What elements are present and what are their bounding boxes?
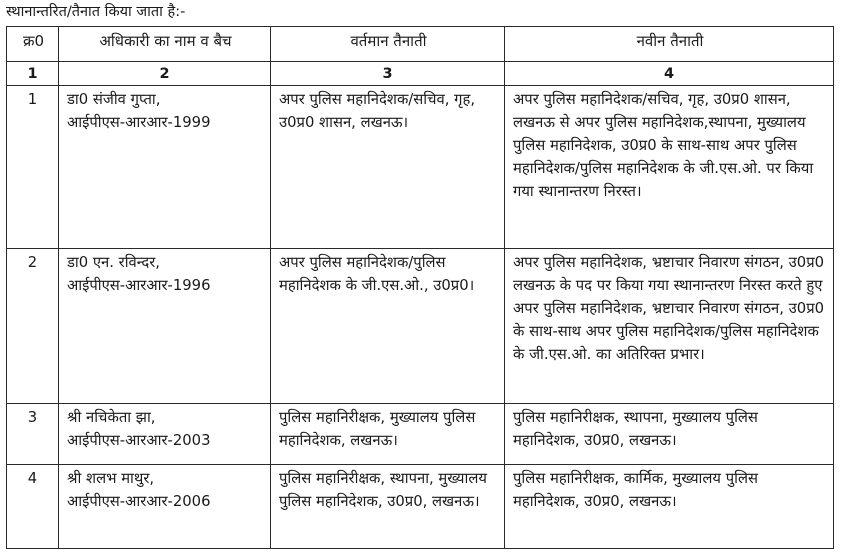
header-new-posting: नवीन तैनाती: [505, 27, 834, 62]
table-row: [7, 249, 834, 404]
document-heading: स्थानान्तरित/तैनात किया जाता है:-: [6, 4, 186, 20]
current-posting: पुलिस महानिरीक्षक, मुख्यालय पुलिस महानिदेशक, लखनऊ।: [271, 404, 505, 465]
table-header-row: [7, 27, 834, 62]
column-number: 2: [59, 62, 271, 86]
table-row: [7, 404, 834, 465]
column-number: 1: [7, 62, 59, 86]
officer-name: श्री नचिकेता झा,: [67, 409, 156, 426]
new-posting: अपर पुलिस महानिदेशक/सचिव, गृह, उ0प्र0 शासन, लखनऊ से अपर पुलिस महानिदेशक,स्थापना, मुख्यालय पुलिस महानिदेशक, उ0प्र0 के साथ-साथ अपर पुलिस महानिदेशक/पुलिस महानिदेशक के जी.एस.ओ. पर किया गया स्थानान्तरण निरस्त।: [505, 86, 834, 249]
column-number: 4: [505, 62, 834, 86]
serial-number: 4: [7, 465, 59, 549]
current-posting: अपर पुलिस महानिदेशक/पुलिस महानिदेशक के जी.एस.ओ., उ0प्र0।: [271, 249, 505, 404]
officer-name: डा0 संजीव गुप्ता,: [67, 91, 161, 108]
officer-batch: आईपीएस-आरआर-1996: [67, 277, 211, 294]
officer-cell: [59, 465, 271, 549]
new-posting: अपर पुलिस महानिदेशक, भ्रष्टाचार निवारण संगठन, उ0प्र0 लखनऊ के पद पर किया गया स्थानान्तरण निरस्त करते हुए अपर पुलिस महानिदेशक, भ्रष्टाचार निवारण संगठन, उ0प्र0 के साथ-साथ अपर पुलिस महानिदेशक/पुलिस महानिदेशक के जी.एस.ओ. का अतिरिक्त प्रभार।: [505, 249, 834, 404]
officer-batch: आईपीएस-आरआर-2003: [67, 432, 211, 449]
current-posting: पुलिस महानिरीक्षक, स्थापना, मुख्यालय पुलिस महानिदेशक, उ0प्र0, लखनऊ।: [271, 465, 505, 549]
officer-batch: आईपीएस-आरआर-1999: [67, 114, 211, 131]
column-number-row: [7, 62, 834, 86]
column-number: 3: [271, 62, 505, 86]
officer-cell: [59, 249, 271, 404]
table-row: [7, 465, 834, 549]
serial-number: 1: [7, 86, 59, 249]
transfer-table: [6, 26, 834, 549]
current-posting: अपर पुलिस महानिदेशक/सचिव, गृह, उ0प्र0 शासन, लखनऊ।: [271, 86, 505, 249]
serial-number: 2: [7, 249, 59, 404]
officer-name: श्री शलभ माथुर,: [67, 470, 155, 487]
new-posting: पुलिस महानिरीक्षक, स्थापना, मुख्यालय पुलिस महानिदेशक, उ0प्र0, लखनऊ।: [505, 404, 834, 465]
header-serial: क्र0: [7, 27, 59, 62]
serial-number: 3: [7, 404, 59, 465]
officer-name: डा0 एन. रविन्दर,: [67, 254, 160, 271]
header-current-posting: वर्तमान तैनाती: [271, 27, 505, 62]
header-officer-name-batch: अधिकारी का नाम व बैच: [59, 27, 271, 62]
officer-cell: [59, 86, 271, 249]
officer-batch: आईपीएस-आरआर-2006: [67, 493, 211, 510]
new-posting: पुलिस महानिरीक्षक, कार्मिक, मुख्यालय पुलिस महानिदेशक, उ0प्र0, लखनऊ।: [505, 465, 834, 549]
officer-cell: [59, 404, 271, 465]
table-row: [7, 86, 834, 249]
